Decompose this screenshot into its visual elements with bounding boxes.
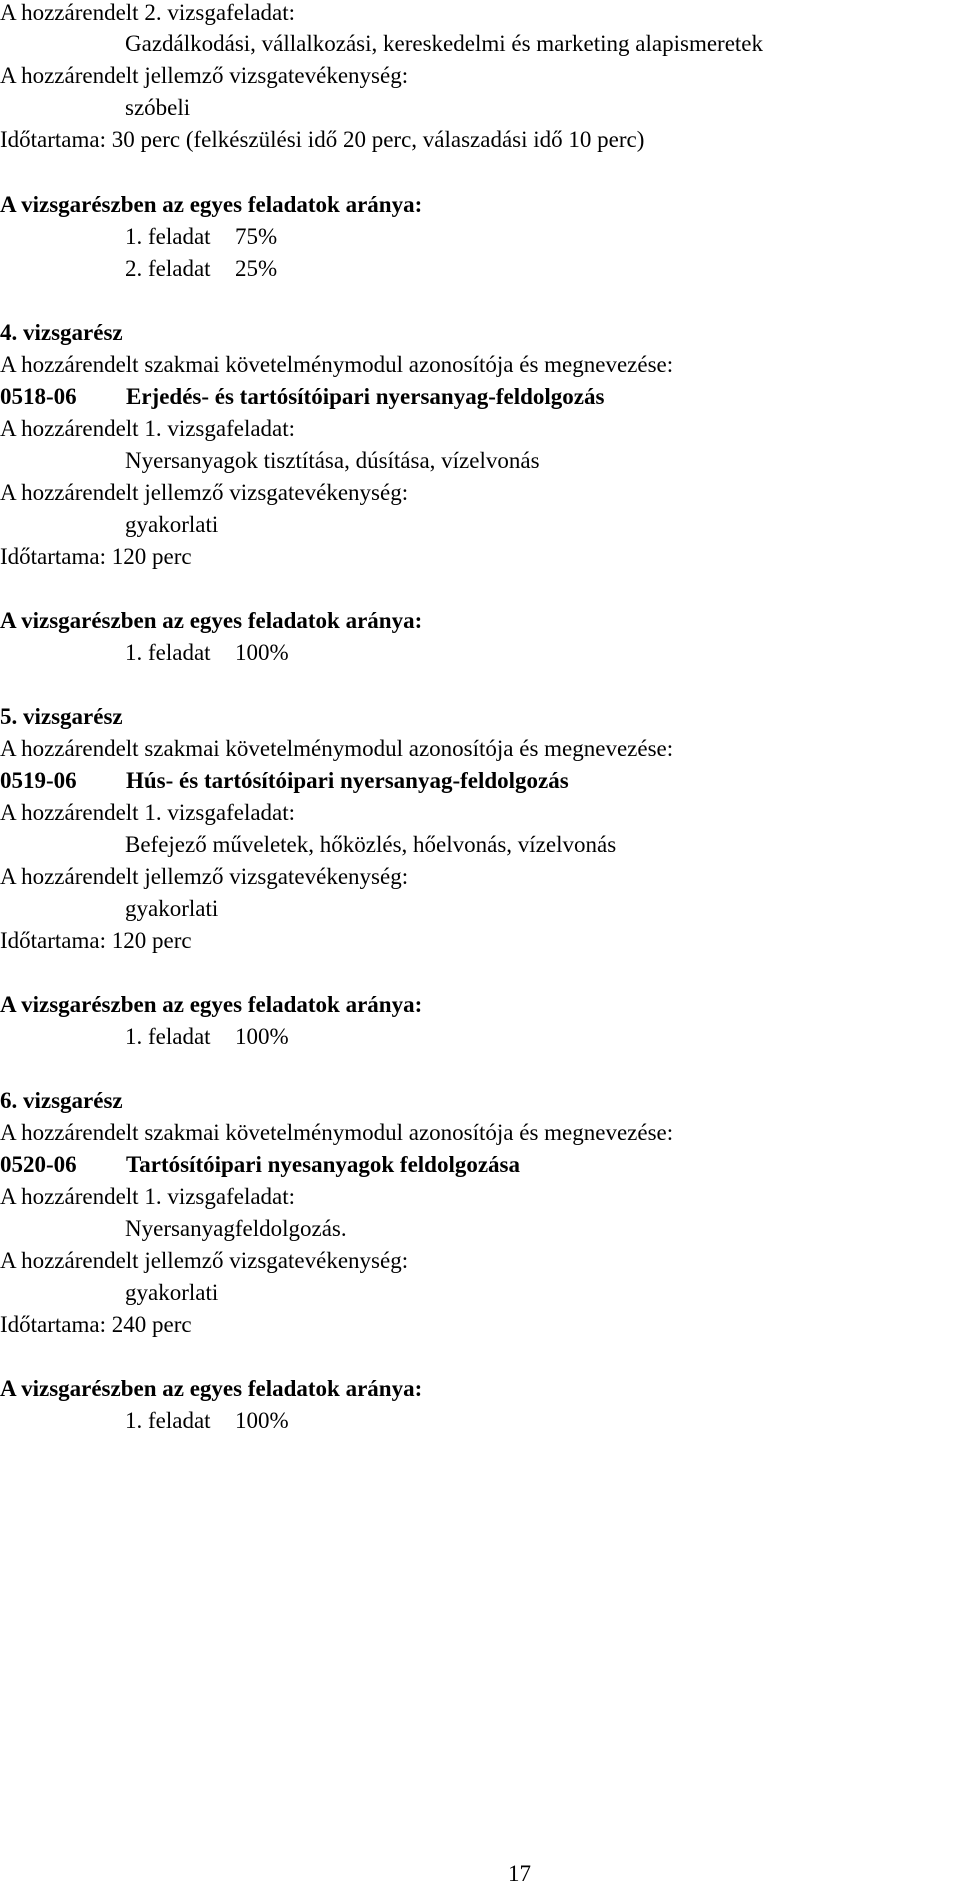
activity-value: szóbeli <box>125 95 191 120</box>
task-name: Befejező műveletek, hőközlés, hőelvonás, vízelvonás <box>125 832 617 857</box>
module-name: Hús- és tartósítóipari nyersanyag-feldolgozás <box>126 768 569 793</box>
module-label: A hozzárendelt szakmai követelménymodul azonosítója és megnevezése: <box>0 1120 674 1145</box>
ratio-heading: A vizsgarészben az egyes feladatok aránya: <box>0 192 423 217</box>
task-name: 1. feladat <box>125 1024 211 1049</box>
activity-value: gyakorlati <box>125 1280 219 1305</box>
activity-label: A hozzárendelt jellemző vizsgatevékenység: <box>0 63 409 88</box>
activity-label: A hozzárendelt jellemző vizsgatevékenység: <box>0 1248 409 1273</box>
task-name: 1. feladat <box>125 224 211 249</box>
section-title: 6. vizsgarész <box>0 1088 123 1113</box>
duration: Időtartama: 120 perc <box>0 928 192 953</box>
activity-value: gyakorlati <box>125 896 219 921</box>
module-name: Erjedés- és tartósítóipari nyersanyag-feldolgozás <box>126 384 605 409</box>
duration: Időtartama: 30 perc (felkészülési idő 20 perc, válaszadási idő 10 perc) <box>0 127 645 152</box>
module-code: 0519-06 <box>0 768 77 793</box>
assigned-task-label: A hozzárendelt 1. vizsgafeladat: <box>0 1184 296 1209</box>
task-percent: 25% <box>235 256 278 281</box>
task-ratio-row <box>125 224 277 250</box>
task-name: 2. feladat <box>125 256 211 281</box>
task-percent: 100% <box>235 1408 289 1433</box>
ratio-heading: A vizsgarészben az egyes feladatok aránya: <box>0 1376 423 1401</box>
assigned-task-2-label: A hozzárendelt 2. vizsgafeladat: <box>0 0 296 25</box>
module-code: 0520-06 <box>0 1152 77 1177</box>
module-row <box>0 1152 520 1178</box>
module-label: A hozzárendelt szakmai követelménymodul azonosítója és megnevezése: <box>0 352 674 377</box>
task-name: Nyersanyagfeldolgozás. <box>125 1216 347 1241</box>
page-number: 17 <box>508 1861 531 1886</box>
section-title: 4. vizsgarész <box>0 320 123 345</box>
module-row <box>0 768 569 794</box>
activity-label: A hozzárendelt jellemző vizsgatevékenység: <box>0 864 409 889</box>
assigned-task-label: A hozzárendelt 1. vizsgafeladat: <box>0 800 296 825</box>
task-2-name: Gazdálkodási, vállalkozási, kereskedelmi és marketing alapismeretek <box>125 31 764 56</box>
section-title: 5. vizsgarész <box>0 704 123 729</box>
module-name: Tartósítóipari nyesanyagok feldolgozása <box>126 1152 521 1177</box>
task-ratio-row <box>125 1408 289 1434</box>
assigned-task-label: A hozzárendelt 1. vizsgafeladat: <box>0 416 296 441</box>
module-row <box>0 384 604 410</box>
task-ratio-row <box>125 1024 289 1050</box>
task-ratio-row <box>125 640 289 666</box>
task-ratio-row <box>125 256 277 282</box>
ratio-heading: A vizsgarészben az egyes feladatok aránya: <box>0 992 423 1017</box>
duration: Időtartama: 240 perc <box>0 1312 192 1337</box>
module-code: 0518-06 <box>0 384 77 409</box>
duration: Időtartama: 120 perc <box>0 544 192 569</box>
task-name: Nyersanyagok tisztítása, dúsítása, vízelvonás <box>125 448 540 473</box>
activity-label: A hozzárendelt jellemző vizsgatevékenység: <box>0 480 409 505</box>
task-percent: 100% <box>235 1024 289 1049</box>
task-name: 1. feladat <box>125 1408 211 1433</box>
task-name: 1. feladat <box>125 640 211 665</box>
activity-value: gyakorlati <box>125 512 219 537</box>
task-percent: 75% <box>235 224 278 249</box>
task-percent: 100% <box>235 640 289 665</box>
ratio-heading: A vizsgarészben az egyes feladatok aránya: <box>0 608 423 633</box>
module-label: A hozzárendelt szakmai követelménymodul azonosítója és megnevezése: <box>0 736 674 761</box>
